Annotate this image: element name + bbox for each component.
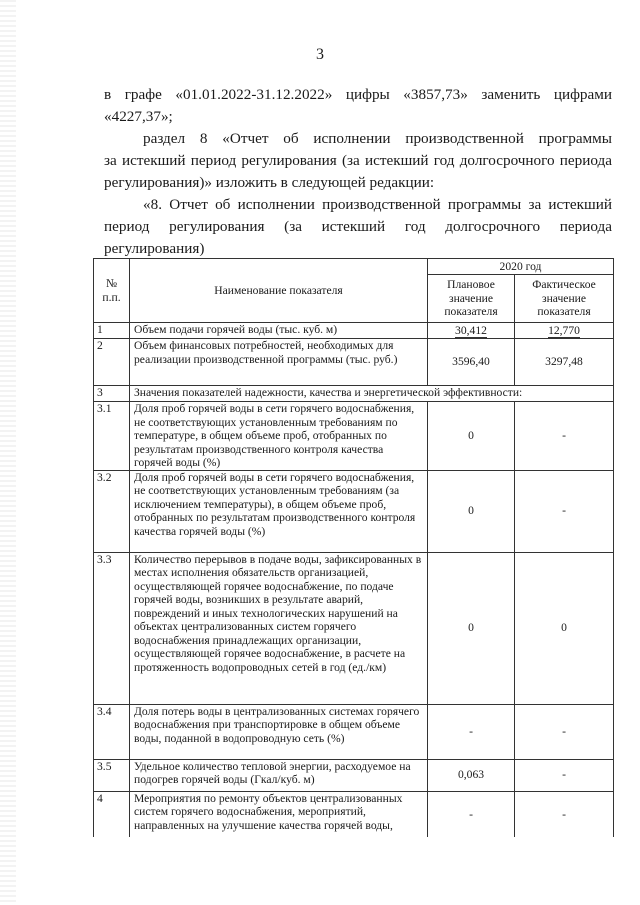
row-actual-value: - (515, 759, 614, 791)
row-number: 3.1 (94, 402, 130, 471)
row-actual-value: - (515, 402, 614, 471)
table-row (94, 759, 614, 791)
row-planned-value (428, 323, 515, 339)
header-actual-value: Фактическое значение показателя (515, 275, 614, 323)
row-actual-value: - (515, 470, 614, 552)
row-indicator: Удельное количество тепловой энергии, расходуемое на подогрев горячей воды (Гкал/куб. м) (130, 759, 428, 791)
table-row (94, 323, 614, 339)
paragraph-2-line-2: за истекший период регулирования (за истекший год долгосрочного периода (104, 152, 612, 169)
row-indicator: Мероприятия по ремонту объектов централизованных систем горячего водоснабжения, мероприятий, направленных на улучшение качества горячей воды, (130, 791, 428, 837)
table-row (94, 402, 614, 471)
header-planned-value: Плановое значение показателя (428, 275, 515, 323)
row-actual-value: - (515, 791, 614, 837)
header-indicator-name: Наименование показателя (130, 259, 428, 323)
row-actual-value: - (515, 704, 614, 759)
production-program-report-table (93, 258, 614, 837)
row-number: 2 (94, 339, 130, 386)
paragraph-1-line-2: «4227,37»; (104, 108, 173, 125)
row-number: 3.3 (94, 552, 130, 704)
row-actual-value: 0 (515, 552, 614, 704)
row-planned-value: - (428, 791, 515, 837)
row-number: 3.2 (94, 470, 130, 552)
paragraph-2-line-3: регулирования)» изложить в следующей редакции: (104, 174, 435, 191)
row-planned-value: - (428, 704, 515, 759)
row-planned-value: 0 (428, 552, 515, 704)
scan-margin-artifact (0, 0, 16, 905)
row-indicator: Количество перерывов в подаче воды, зафиксированных в местах исполнения обязательств организацией, осуществляющей горячее водоснабжение, по подаче горячей воды, возникших в результате аварий, повреждений и иных технологических нарушений на объектах централизованных систем горячего водоснабжения принадлежащих организации, осуществляющей горячее водоснабжение, в расчете на протяженность водопроводных сетей в год (ед./км) (130, 552, 428, 704)
row-indicator: Объем финансовых потребностей, необходимых для реализации производственной программы (тыс. руб.) (130, 339, 428, 386)
paragraph-3-line-1: «8. Отчет об исполнении производственной программы за истекший (143, 196, 612, 213)
planned-value-text: 30,412 (455, 323, 487, 337)
row-indicator: Объем подачи горячей воды (тыс. куб. м) (130, 323, 428, 339)
row-indicator: Доля проб горячей воды в сети горячего водоснабжения, не соответствующих установленным требованиям (за исключением температуры), в общем объеме проб, отобранных по результатам производственного контроля качества горячей воды (%) (130, 470, 428, 552)
table-row (94, 704, 614, 759)
paragraph-3-line-3: регулирования) (104, 240, 205, 257)
header-year: 2020 год (428, 259, 614, 275)
row-planned-value: 3596,40 (428, 339, 515, 386)
table-row (94, 552, 614, 704)
paragraph-1-line-1: в графе «01.01.2022-31.12.2022» цифры «3857,73» заменить цифрами (104, 86, 612, 103)
table-row (94, 386, 614, 402)
row-number: 1 (94, 323, 130, 339)
row-actual-value (515, 323, 614, 339)
row-indicator: Доля проб горячей воды в сети горячего водоснабжения, не соответствующих установленным требованиям по температуре, в общем объеме проб, отобранных по результатам производственного контроля качества горячей воды (%) (130, 402, 428, 471)
row-planned-value: 0,063 (428, 759, 515, 791)
page-number: 3 (316, 46, 324, 63)
header-number: № п.п. (94, 259, 130, 323)
paragraph-3-line-2: период регулирования (за истекший год долгосрочного периода (104, 218, 612, 235)
row-number: 4 (94, 791, 130, 837)
row-planned-value: 0 (428, 470, 515, 552)
row-number: 3.5 (94, 759, 130, 791)
table-row (94, 339, 614, 386)
row-actual-value: 3297,48 (515, 339, 614, 386)
actual-value-text: 12,770 (548, 323, 580, 337)
table-row (94, 470, 614, 552)
row-indicator: Доля потерь воды в централизованных системах горячего водоснабжения при транспортировке в общем объеме воды, поданной в водопроводную сеть (%) (130, 704, 428, 759)
table-row (94, 791, 614, 837)
paragraph-2-line-1: раздел 8 «Отчет об исполнении производственной программы (143, 130, 612, 147)
row-planned-value: 0 (428, 402, 515, 471)
row-section-title: Значения показателей надежности, качества и энергетической эффективности: (130, 386, 614, 402)
row-number: 3.4 (94, 704, 130, 759)
row-number: 3 (94, 386, 130, 402)
